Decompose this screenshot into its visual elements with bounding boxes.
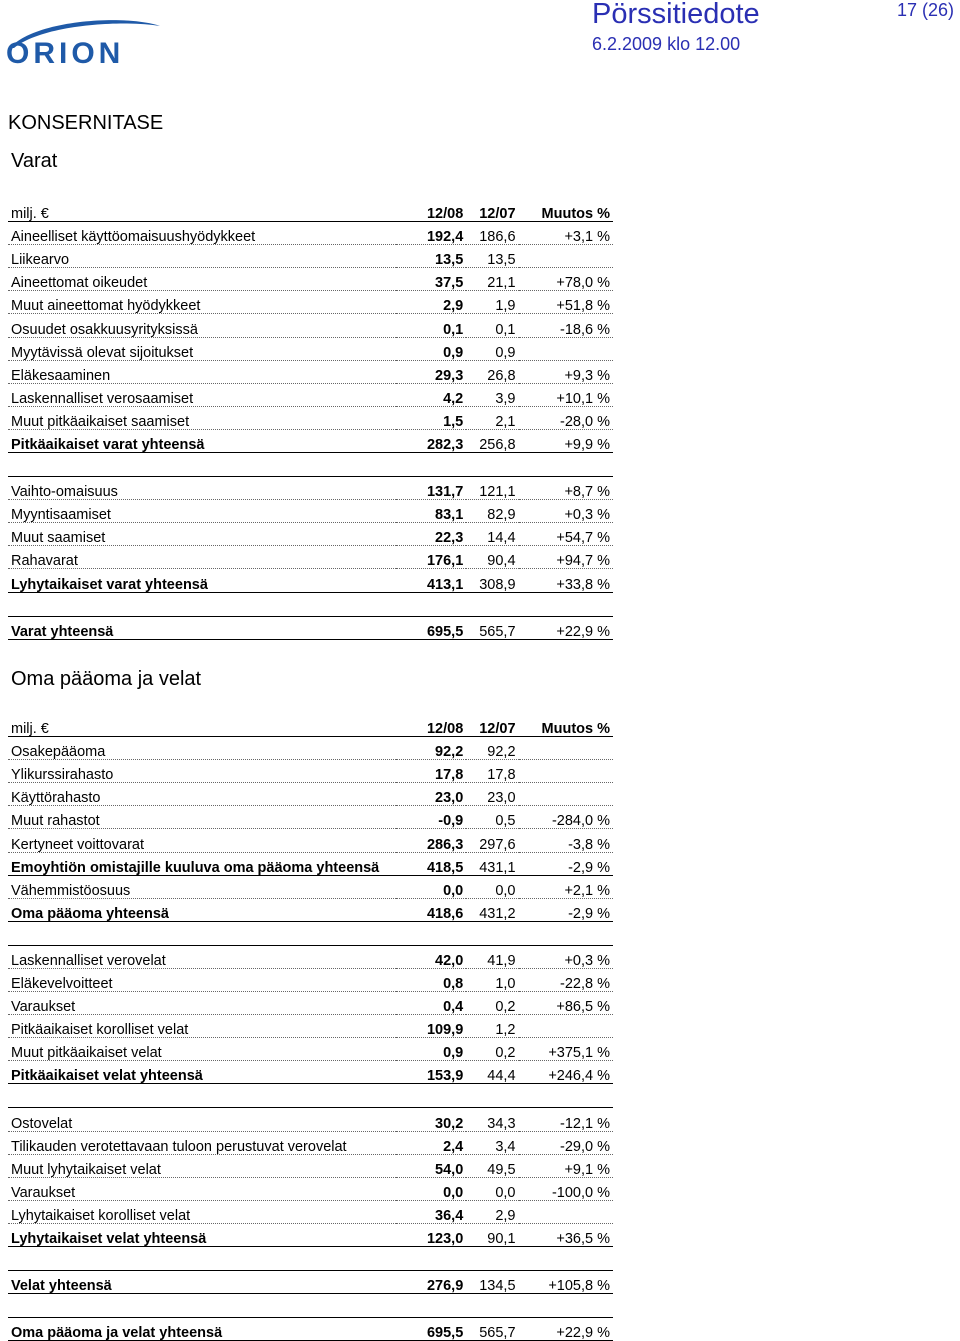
table-row — [8, 337, 613, 360]
value-12-07: 3,4 — [466, 1131, 518, 1154]
value-12-07: 44,4 — [466, 1061, 518, 1084]
column-header: milj. € — [8, 199, 396, 222]
value-12-07: 3,9 — [466, 383, 518, 406]
total-row — [8, 616, 613, 639]
value-12-07: 2,1 — [466, 406, 518, 429]
document-title: Pörssitiedote — [592, 0, 760, 30]
row-label: Pitkäaikaiset varat yhteensä — [8, 429, 396, 452]
row-label: Ostovelat — [8, 1108, 396, 1131]
table-row — [8, 291, 613, 314]
row-label: Muut saamiset — [8, 523, 396, 546]
table-row — [8, 737, 613, 760]
table-row — [8, 806, 613, 829]
value-12-07: 0,9 — [466, 337, 518, 360]
value-12-07 — [466, 592, 518, 616]
total-row — [8, 569, 613, 592]
value-12-08: 109,9 — [396, 1015, 466, 1038]
spacer-row — [8, 592, 613, 616]
change-percent: +0,3 % — [519, 500, 613, 523]
value-12-07: 0,5 — [466, 806, 518, 829]
table-row — [8, 523, 613, 546]
change-percent: +86,5 % — [519, 992, 613, 1015]
value-12-07: 297,6 — [466, 829, 518, 852]
value-12-07: 0,2 — [466, 1038, 518, 1061]
value-12-07: 308,9 — [466, 569, 518, 592]
change-percent: +10,1 % — [519, 383, 613, 406]
change-percent: +36,5 % — [519, 1223, 613, 1246]
row-label — [8, 453, 396, 477]
table-row — [8, 1154, 613, 1177]
value-12-08: 2,9 — [396, 291, 466, 314]
row-label: Eläkesaaminen — [8, 360, 396, 383]
value-12-07 — [466, 921, 518, 945]
value-12-08: 2,4 — [396, 1131, 466, 1154]
value-12-07: 565,7 — [466, 616, 518, 639]
value-12-07: 0,0 — [466, 875, 518, 898]
table-row — [8, 992, 613, 1015]
value-12-07: 134,5 — [466, 1270, 518, 1293]
change-percent: +33,8 % — [519, 569, 613, 592]
table-row — [8, 383, 613, 406]
row-label — [8, 592, 396, 616]
value-12-07: 26,8 — [466, 360, 518, 383]
change-percent: +22,9 % — [519, 1318, 613, 1341]
table-row — [8, 968, 613, 991]
change-percent — [519, 1015, 613, 1038]
value-12-07: 1,2 — [466, 1015, 518, 1038]
change-percent — [519, 453, 613, 477]
row-label: Laskennalliset verovelat — [8, 945, 396, 968]
table-row — [8, 477, 613, 500]
row-label: Oma pääoma yhteensä — [8, 898, 396, 921]
value-12-08: 176,1 — [396, 546, 466, 569]
change-percent: -2,9 % — [519, 898, 613, 921]
table-row — [8, 222, 613, 245]
value-12-07: 1,9 — [466, 291, 518, 314]
change-percent: -18,6 % — [519, 314, 613, 337]
value-12-08: 0,4 — [396, 992, 466, 1015]
value-12-07 — [466, 1084, 518, 1108]
table-row — [8, 546, 613, 569]
change-percent — [519, 760, 613, 783]
change-percent — [519, 337, 613, 360]
value-12-08: 0,9 — [396, 1038, 466, 1061]
value-12-07: 256,8 — [466, 429, 518, 452]
change-percent: +246,4 % — [519, 1061, 613, 1084]
spacer-row — [8, 921, 613, 945]
row-label: Kertyneet voittovarat — [8, 829, 396, 852]
row-label: Aineettomat oikeudet — [8, 268, 396, 291]
row-label: Muut pitkäaikaiset saamiset — [8, 406, 396, 429]
equity-liabilities-title: Oma pääoma ja velat — [11, 668, 202, 690]
value-12-07: 23,0 — [466, 783, 518, 806]
page-number: 17 (26) — [896, 0, 954, 20]
row-label: Muut aineettomat hyödykkeet — [8, 291, 396, 314]
row-label: Lyhytaikaiset velat yhteensä — [8, 1223, 396, 1246]
table-row — [8, 1200, 613, 1223]
value-12-08: 23,0 — [396, 783, 466, 806]
change-percent — [519, 783, 613, 806]
change-percent: +9,9 % — [519, 429, 613, 452]
value-12-08: 37,5 — [396, 268, 466, 291]
table-row — [8, 1038, 613, 1061]
value-12-08: 1,5 — [396, 406, 466, 429]
change-percent: +375,1 % — [519, 1038, 613, 1061]
row-label: Lyhytaikaiset korolliset velat — [8, 1200, 396, 1223]
change-percent: -29,0 % — [519, 1131, 613, 1154]
change-percent: -284,0 % — [519, 806, 613, 829]
change-percent: +94,7 % — [519, 546, 613, 569]
value-12-08: 695,5 — [396, 616, 466, 639]
change-percent: +8,7 % — [519, 477, 613, 500]
value-12-08: 123,0 — [396, 1223, 466, 1246]
value-12-08: 418,5 — [396, 852, 466, 875]
row-label: Liikearvo — [8, 245, 396, 268]
column-header: 12/08 — [396, 199, 466, 222]
table-row — [8, 500, 613, 523]
table-row — [8, 1015, 613, 1038]
column-header: milj. € — [8, 714, 396, 737]
row-label: Aineelliset käyttöomaisuushyödykkeet — [8, 222, 396, 245]
row-label: Ylikurssirahasto — [8, 760, 396, 783]
table-row — [8, 314, 613, 337]
value-12-08: 42,0 — [396, 945, 466, 968]
table-header — [8, 199, 613, 222]
value-12-08: 54,0 — [396, 1154, 466, 1177]
change-percent: -22,8 % — [519, 968, 613, 991]
table-row — [8, 875, 613, 898]
value-12-08: 83,1 — [396, 500, 466, 523]
row-label: Muut rahastot — [8, 806, 396, 829]
value-12-07: 92,2 — [466, 737, 518, 760]
section-title: KONSERNITASE — [8, 112, 164, 134]
value-12-07 — [466, 453, 518, 477]
change-percent: +51,8 % — [519, 291, 613, 314]
row-label: Varaukset — [8, 1177, 396, 1200]
table-row — [8, 829, 613, 852]
value-12-08: 0,1 — [396, 314, 466, 337]
value-12-08 — [396, 921, 466, 945]
row-label: Lyhytaikaiset varat yhteensä — [8, 569, 396, 592]
value-12-07: 0,2 — [466, 992, 518, 1015]
value-12-08 — [396, 453, 466, 477]
value-12-08: 192,4 — [396, 222, 466, 245]
table-row — [8, 406, 613, 429]
row-label: Myytävissä olevat sijoitukset — [8, 337, 396, 360]
table-row — [8, 1131, 613, 1154]
row-label: Pitkäaikaiset velat yhteensä — [8, 1061, 396, 1084]
row-label: Osuudet osakkuusyrityksissä — [8, 314, 396, 337]
value-12-08: 22,3 — [396, 523, 466, 546]
value-12-08: 418,6 — [396, 898, 466, 921]
value-12-07: 0,0 — [466, 1177, 518, 1200]
value-12-08 — [396, 1294, 466, 1318]
row-label: Eläkevelvoitteet — [8, 968, 396, 991]
change-percent — [519, 737, 613, 760]
table-row — [8, 760, 613, 783]
column-header: 12/08 — [396, 714, 466, 737]
column-header: Muutos % — [519, 714, 613, 737]
value-12-07: 21,1 — [466, 268, 518, 291]
change-percent: +78,0 % — [519, 268, 613, 291]
value-12-08 — [396, 592, 466, 616]
change-percent: -2,9 % — [519, 852, 613, 875]
table-row — [8, 268, 613, 291]
value-12-07: 90,1 — [466, 1223, 518, 1246]
total-row — [8, 898, 613, 921]
column-header: 12/07 — [466, 714, 518, 737]
row-label: Oma pääoma ja velat yhteensä — [8, 1318, 396, 1341]
value-12-07: 82,9 — [466, 500, 518, 523]
value-12-08: 0,9 — [396, 337, 466, 360]
table-row — [8, 1108, 613, 1131]
value-12-08: 13,5 — [396, 245, 466, 268]
value-12-07: 431,1 — [466, 852, 518, 875]
change-percent — [519, 1294, 613, 1318]
value-12-07: 49,5 — [466, 1154, 518, 1177]
table-header — [8, 714, 613, 737]
value-12-08: 36,4 — [396, 1200, 466, 1223]
total-row — [8, 1061, 613, 1084]
row-label: Velat yhteensä — [8, 1270, 396, 1293]
total-row — [8, 852, 613, 875]
value-12-07: 121,1 — [466, 477, 518, 500]
value-12-08: -0,9 — [396, 806, 466, 829]
table-row — [8, 360, 613, 383]
change-percent — [519, 1200, 613, 1223]
value-12-08: 695,5 — [396, 1318, 466, 1341]
spacer-row — [8, 453, 613, 477]
table-row — [8, 1177, 613, 1200]
total-row — [8, 429, 613, 452]
row-label: Varaukset — [8, 992, 396, 1015]
change-percent: +9,3 % — [519, 360, 613, 383]
row-label: Muut pitkäaikaiset velat — [8, 1038, 396, 1061]
row-label: Emoyhtiön omistajille kuuluva oma pääoma yhteensä — [8, 852, 396, 875]
change-percent — [519, 1084, 613, 1108]
value-12-07: 13,5 — [466, 245, 518, 268]
value-12-08: 30,2 — [396, 1108, 466, 1131]
row-label: Myyntisaamiset — [8, 500, 396, 523]
row-label: Muut lyhytaikaiset velat — [8, 1154, 396, 1177]
row-label: Varat yhteensä — [8, 616, 396, 639]
change-percent: -3,8 % — [519, 829, 613, 852]
change-percent — [519, 592, 613, 616]
change-percent: -100,0 % — [519, 1177, 613, 1200]
row-label — [8, 1294, 396, 1318]
value-12-08: 276,9 — [396, 1270, 466, 1293]
page-header — [0, 0, 960, 80]
change-percent: +3,1 % — [519, 222, 613, 245]
assets-title: Varat — [11, 150, 58, 172]
value-12-07: 14,4 — [466, 523, 518, 546]
value-12-07: 41,9 — [466, 945, 518, 968]
row-label: Laskennalliset verosaamiset — [8, 383, 396, 406]
value-12-08: 4,2 — [396, 383, 466, 406]
row-label: Rahavarat — [8, 546, 396, 569]
change-percent: +0,3 % — [519, 945, 613, 968]
value-12-07: 186,6 — [466, 222, 518, 245]
value-12-07: 431,2 — [466, 898, 518, 921]
document-date: 6.2.2009 klo 12.00 — [592, 34, 741, 54]
value-12-08 — [396, 1084, 466, 1108]
table-row — [8, 945, 613, 968]
value-12-08: 92,2 — [396, 737, 466, 760]
svg-text:ORION: ORION — [6, 37, 125, 66]
value-12-07: 0,1 — [466, 314, 518, 337]
change-percent — [519, 245, 613, 268]
value-12-08: 282,3 — [396, 429, 466, 452]
value-12-07 — [466, 1246, 518, 1270]
row-label — [8, 921, 396, 945]
value-12-08: 0,8 — [396, 968, 466, 991]
table-row — [8, 783, 613, 806]
row-label: Osakepääoma — [8, 737, 396, 760]
value-12-08: 0,0 — [396, 875, 466, 898]
value-12-07: 34,3 — [466, 1108, 518, 1131]
change-percent — [519, 921, 613, 945]
table-row — [8, 245, 613, 268]
value-12-07: 1,0 — [466, 968, 518, 991]
value-12-08 — [396, 1246, 466, 1270]
change-percent: +9,1 % — [519, 1154, 613, 1177]
change-percent: -28,0 % — [519, 406, 613, 429]
value-12-08: 131,7 — [396, 477, 466, 500]
row-label — [8, 1246, 396, 1270]
column-header: Muutos % — [519, 199, 613, 222]
value-12-08: 29,3 — [396, 360, 466, 383]
change-percent: +105,8 % — [519, 1270, 613, 1293]
value-12-07: 17,8 — [466, 760, 518, 783]
value-12-07: 90,4 — [466, 546, 518, 569]
row-label: Tilikauden verotettavaan tuloon perustuvat verovelat — [8, 1131, 396, 1154]
row-label: Vähemmistöosuus — [8, 875, 396, 898]
change-percent: +22,9 % — [519, 616, 613, 639]
change-percent — [519, 1246, 613, 1270]
value-12-08: 17,8 — [396, 760, 466, 783]
spacer-row — [8, 1294, 613, 1318]
change-percent: -12,1 % — [519, 1108, 613, 1131]
spacer-row — [8, 1246, 613, 1270]
total-row — [8, 1270, 613, 1293]
value-12-08: 0,0 — [396, 1177, 466, 1200]
row-label — [8, 1084, 396, 1108]
orion-logo-icon — [4, 18, 162, 66]
assets-table — [8, 199, 613, 640]
value-12-08: 413,1 — [396, 569, 466, 592]
row-label: Pitkäaikaiset korolliset velat — [8, 1015, 396, 1038]
row-label: Vaihto-omaisuus — [8, 477, 396, 500]
row-label: Käyttörahasto — [8, 783, 396, 806]
equity-liabilities-table — [8, 714, 613, 1341]
value-12-07 — [466, 1294, 518, 1318]
change-percent: +54,7 % — [519, 523, 613, 546]
value-12-07: 565,7 — [466, 1318, 518, 1341]
change-percent: +2,1 % — [519, 875, 613, 898]
spacer-row — [8, 1084, 613, 1108]
total-row — [8, 1318, 613, 1341]
value-12-07: 2,9 — [466, 1200, 518, 1223]
total-row — [8, 1223, 613, 1246]
value-12-08: 286,3 — [396, 829, 466, 852]
column-header: 12/07 — [466, 199, 518, 222]
value-12-08: 153,9 — [396, 1061, 466, 1084]
